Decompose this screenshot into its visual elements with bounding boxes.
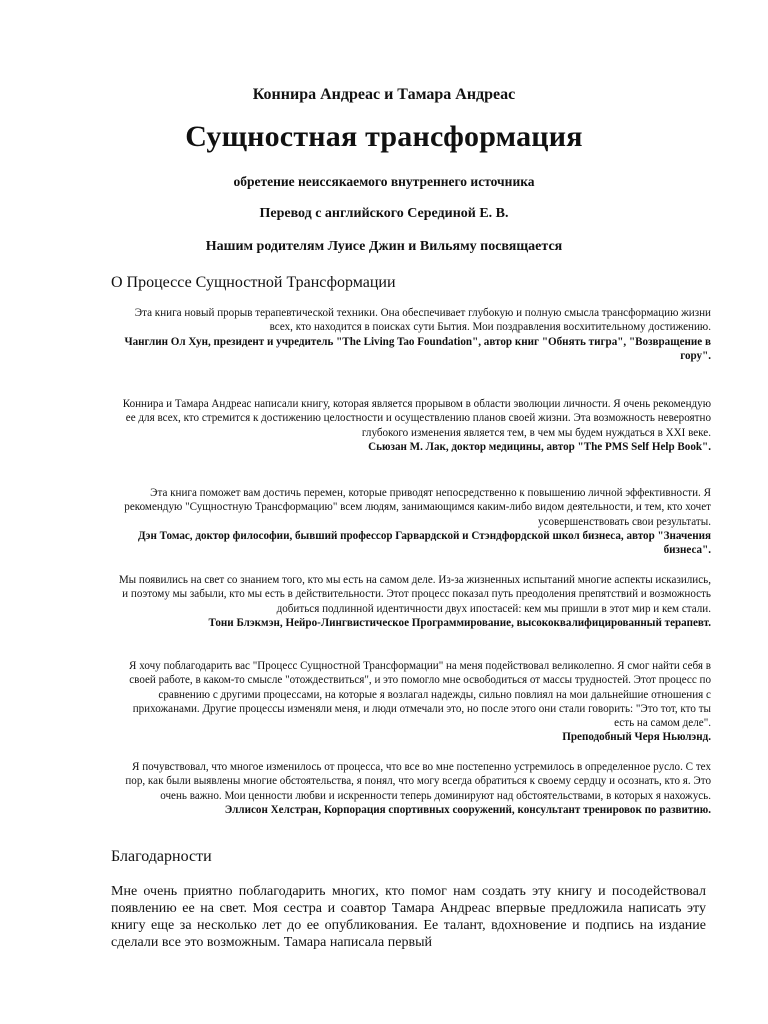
quote-text: Коннира и Тамара Андреас написали книгу, которая является прорывом в области эволюции личности. Я очень рекомендую ее для всех, кто стремится к достижению целостности и осуществлению планов своей жизни. Эта возможность невероятно глубокого изменения является тем, в чем мы будем нуждаться в XXI веке.: [122, 398, 711, 439]
review-quote: [111, 659, 711, 745]
quote-text: Мы появились на свет со знанием того, кто мы есть на самом деле. Из-за жизненных испытаний многие аспекты исказились, и поэтому мы забыли, кто мы есть в действительности. Этот процесс показал путь преодоления препятствий и возможность добиться подлинной идентичности двух ипостасей: кем мы пришли в этот мир и кем стали.: [118, 574, 711, 615]
quote-attribution: Дэн Томас, доктор философии, бывший профессор Гарвардской и Стэндфордской школ бизнеса, автор "Значения бизнеса".: [138, 529, 711, 557]
translation-credit: Перевод с английского Серединой Е. В.: [259, 206, 509, 221]
quote-text: Эта книга новый прорыв терапевтической техники. Она обеспечивает глубокую и полную смысла трансформацию жизни всех, кто находится в поисках сути Бытия. Мои поздравления восхитительному достижению.: [134, 307, 711, 334]
book-subtitle: обретение неиссякаемого внутреннего источника: [233, 174, 535, 189]
dedication: Нашим родителям Луисе Джин и Вильяму посвящается: [205, 239, 563, 254]
review-quote: [111, 486, 711, 557]
book-title: Сущностная трансформация: [185, 120, 583, 153]
quote-attribution: Преподобный Черя Ньюлэнд.: [562, 731, 711, 744]
quote-attribution: Сьюзан М. Лак, доктор медицины, автор "The PMS Self Help Book".: [368, 440, 711, 453]
acknowledgements-heading: Благодарности: [111, 848, 212, 865]
quote-attribution: Тони Блэкмэн, Нейро-Лингвистическое Программирование, высококвалифицированный терапевт.: [208, 616, 711, 629]
quote-text: Я хочу поблагодарить вас "Процесс Сущностной Трансформации" на меня подействовал великолепно. Я смог найти себя в своей работе, в каком-то смысле "отождествиться", и это помогло мне освободиться от массы трудностей. Этот процесс по сравнению с другими процессами, на которые я возлагал надежды, сильно повлиял на мои дальнейшие отношения с прихожанами. Другие процессы изменяли меня, и люди отмечали это, но после этого они стали говорить: "Это тот, кто ты есть на самом деле".: [129, 660, 711, 730]
quote-text: Эта книга поможет вам достичь перемен, которые приводят непосредственно к повышению личной эффективности. Я рекомендую "Сущностную Трансформацию" всем людям, занимающимся каким-либо видом деятельности, и тем, кто хочет усовершенствовать свои результаты.: [124, 487, 711, 528]
quote-text: Я почувствовал, что многое изменилось от процесса, что все во мне постепенно устремилось в определенное русло. С тех пор, как были выявлены многие обстоятельства, я понял, что могу всегда обратиться к своему сердцу и осознать, кто я. Это очень важно. Мои ценности любви и искренности теперь доминируют над обстоятельствами, в которых я нахожусь.: [125, 761, 711, 802]
review-quote: [111, 397, 711, 454]
quote-attribution: Эллисон Хелстран, Корпорация спортивных сооружений, консультант тренировок по развитию.: [224, 803, 711, 816]
section-heading: О Процессе Сущностной Трансформации: [111, 274, 396, 291]
book-authors: Коннира Андреас и Тамара Андреас: [252, 86, 516, 103]
review-quote: [111, 760, 711, 817]
review-quote: [111, 573, 711, 630]
acknowledgements-body: Мне очень приятно поблагодарить многих, кто помог нам создать эту книгу и посодействовал появлению ее на свет. Моя сестра и соавтор Тамара Андреас впервые предложила написать эту книгу еще за несколько лет до ее опубликования. Ее талант, вдохновение и подпись на издание сделали все это возможным. Тамара написала первый: [111, 884, 706, 950]
quote-attribution: Чанглин Ол Хун, президент и учредитель "The Living Tao Foundation", автор книг "Обнять тигра", "Возвращение в гору".: [124, 335, 711, 362]
review-quote: [111, 306, 711, 363]
